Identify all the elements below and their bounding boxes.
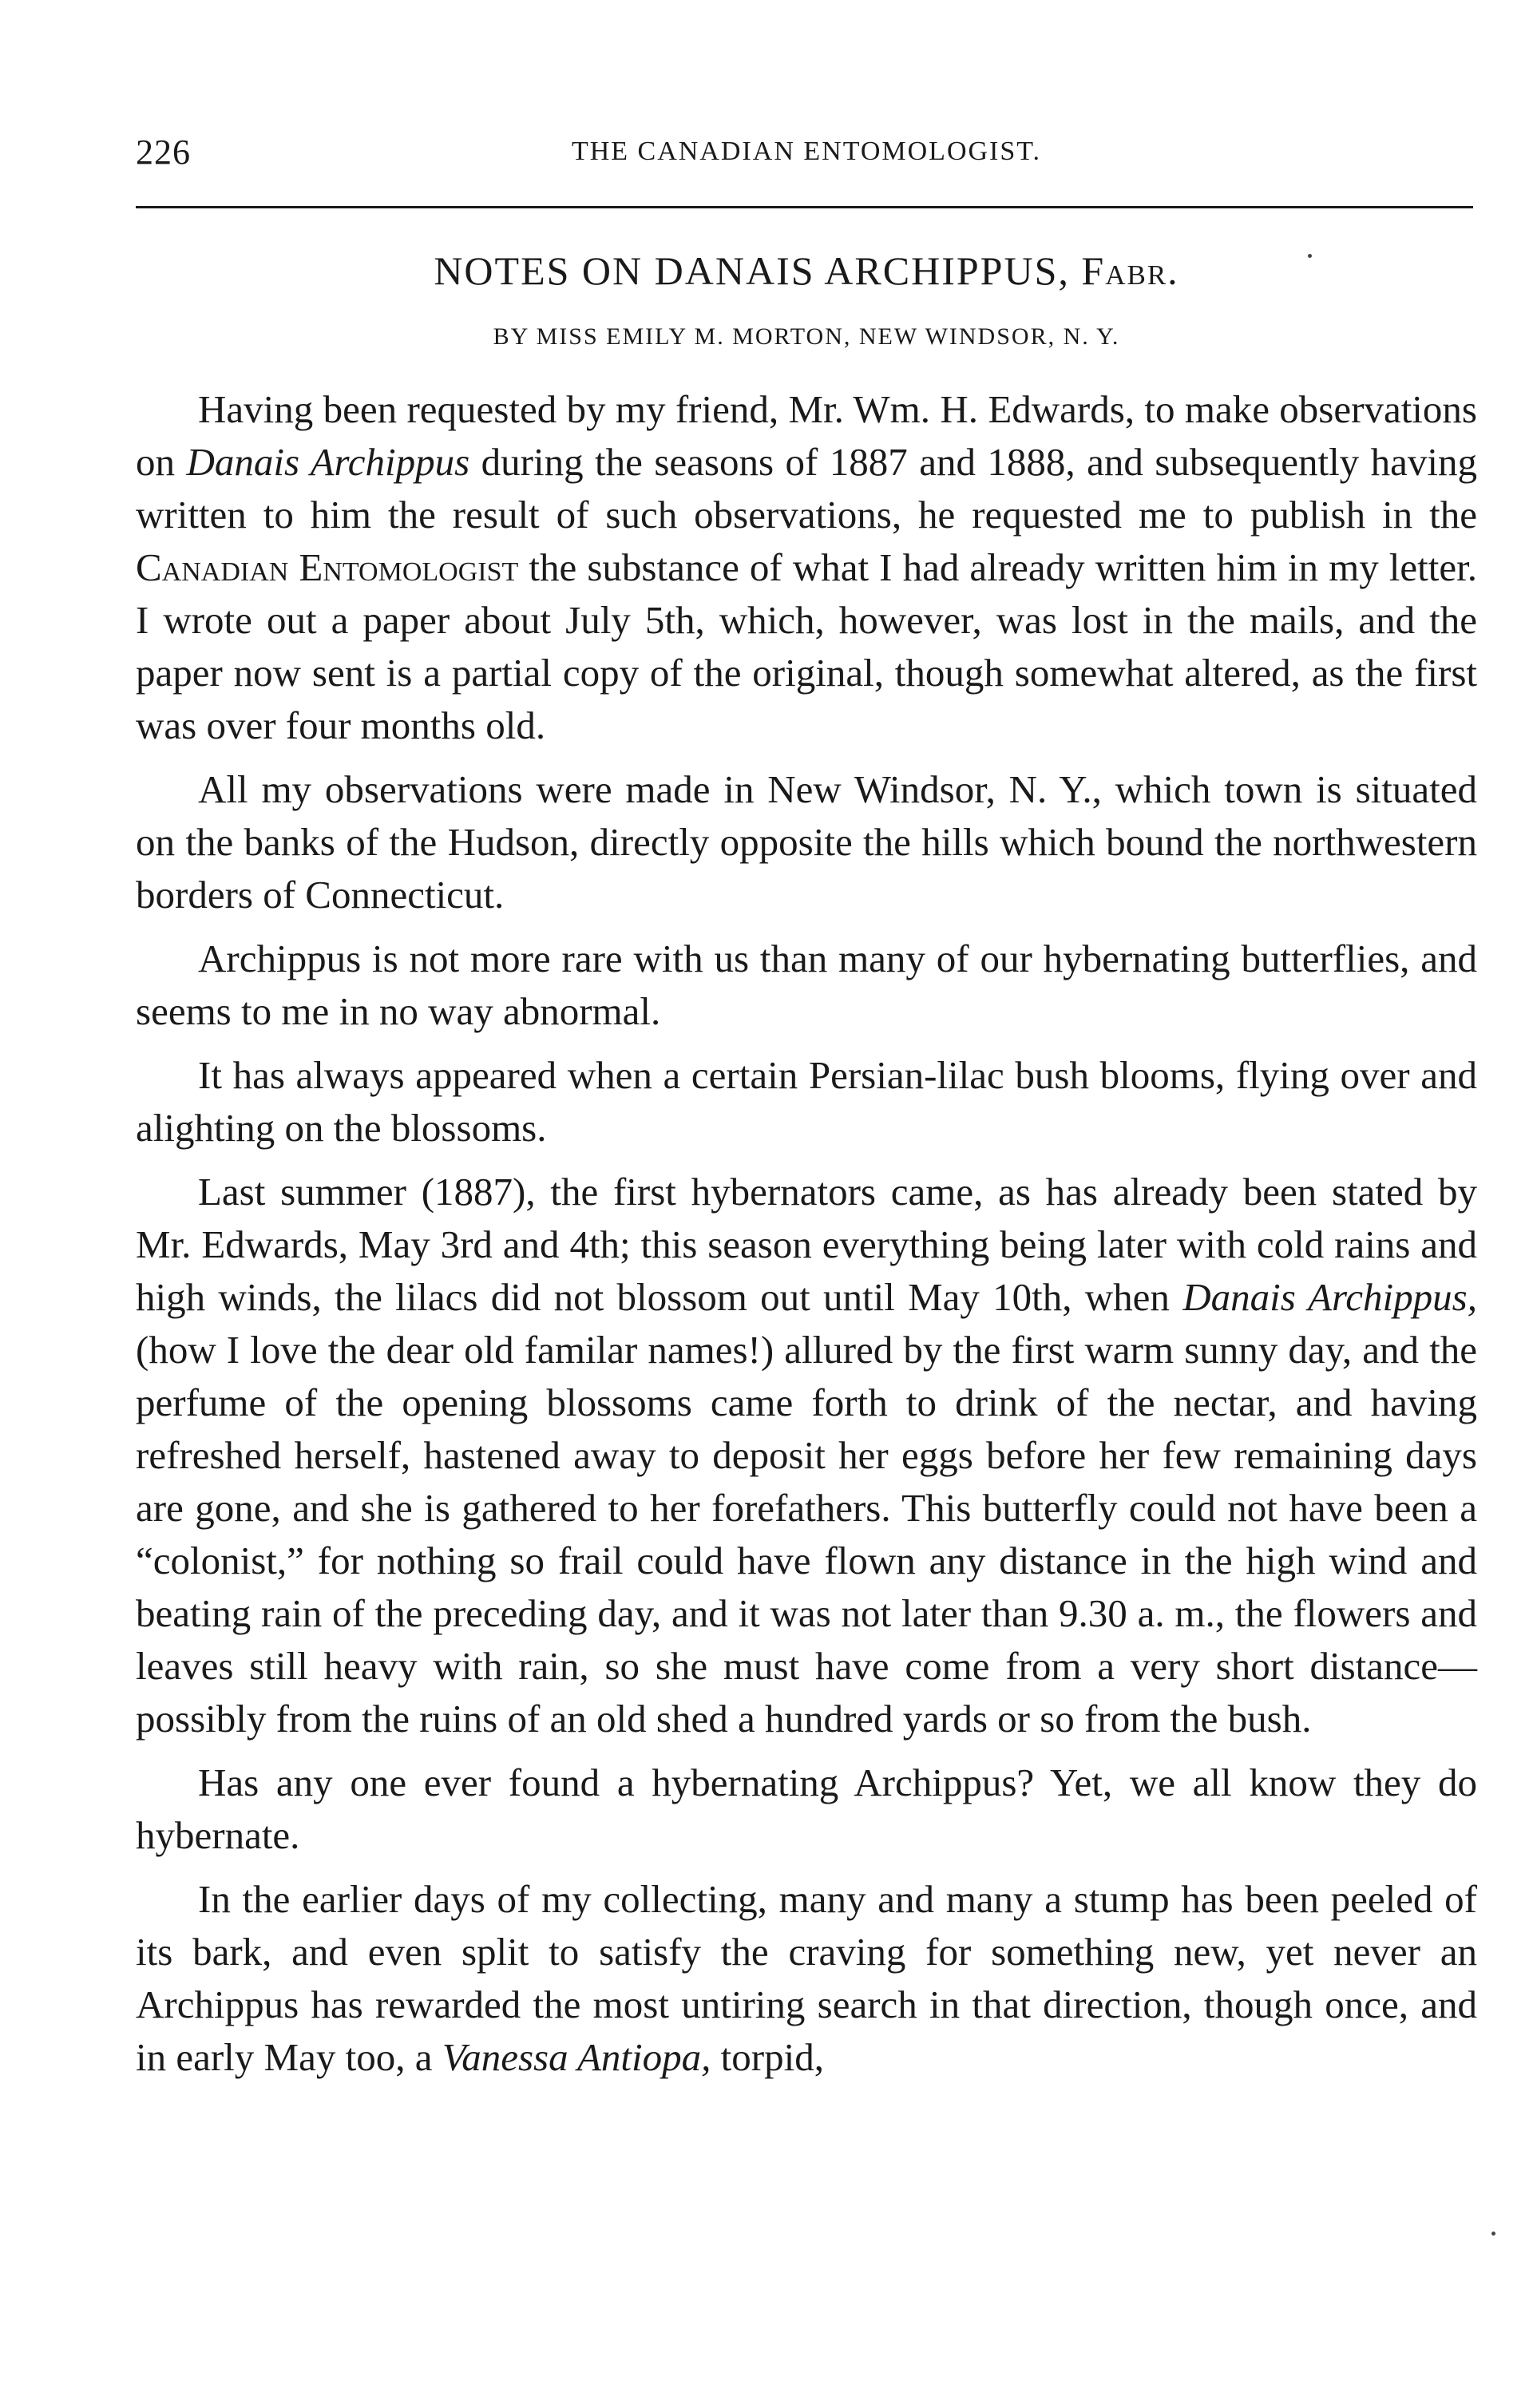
- paragraph-1-text-c: the substance of what I had already written him in my letter. I wrote out a paper about July 5th, which, however, was lost in the mails, and the paper now sent is a partial copy of the original, though somewhat altered, as the first was over four months old.: [136, 545, 1477, 747]
- paragraph-4: It has always appeared when a certain Persian-lilac bush blooms, flying over and alighting on the blossoms.: [136, 1053, 1477, 1150]
- paragraph-3: Archippus is not more rare with us than many of our hybernating butterflies, and seems to me in no way abnormal.: [136, 937, 1477, 1033]
- paragraph-5: [136, 1166, 1477, 1745]
- paragraph-7-text-b: torpid,: [711, 2035, 824, 2079]
- paragraph-6: Has any one ever found a hybernating Archippus? Yet, we all know they do hybernate.: [136, 1760, 1477, 1857]
- paragraph-5-italic: Danais Archippus,: [1182, 1275, 1477, 1319]
- paragraph-7-text-a: In the earlier days of my collecting, many and many a stump has been peeled of its bark, and even split to satisfy the craving for something new, yet never an Archippus has rewarded the most untiring search in that direction, though once, and in early May too, a: [136, 1877, 1477, 2079]
- article-byline: BY MISS EMILY M. MORTON, NEW WINDSOR, N. Y.: [493, 323, 1120, 350]
- page-header: [136, 132, 1477, 180]
- scan-speck: [1308, 254, 1312, 258]
- scan-speck: [1491, 2232, 1495, 2236]
- article-body: [136, 383, 1477, 2095]
- paragraph-7-italic: Vanessa Antiopa,: [442, 2035, 711, 2079]
- running-head: THE CANADIAN ENTOMOLOGIST.: [571, 137, 1042, 166]
- paragraph-7: [136, 1873, 1477, 2084]
- article-title-main: NOTES ON DANAIS ARCHIPPUS,: [434, 248, 1070, 293]
- paragraph-5-text-b: (how I love the dear old familar names!) allured by the first warm sunny day, and the perfume of the opening blossoms came forth to drink of the nectar, and having refreshed herself, hastened away to deposit her eggs before her few remaining days are gone, and she is gathered to her forefathers. This butterfly could not have been a “colonist,” for nothing so frail could have flown any distance in the high wind and beating rain of the preceding day, and it was not later than 9.30 a. m., the flowers and leaves still heavy with rain, so she must have come from a very short distance—possibly from the ruins of an old shed a hundred yards or so from the bush.: [136, 1328, 1477, 1741]
- paragraph-1-text-a: Having been requested by my friend, Mr. Wm. H. Edwards, to make observations on: [136, 387, 1477, 484]
- paragraph-1: [136, 383, 1477, 752]
- header-rule: [136, 206, 1473, 208]
- paragraph-1-text-b: during the seasons of 1887 and 1888, and subsequently having written to him the result of such observations, he requested me to publish in the: [136, 440, 1477, 537]
- page-number: 226: [136, 133, 191, 172]
- article-title: [136, 248, 1477, 294]
- paragraph-5-text-a: Last summer (1887), the first hybernators came, as has already been stated by Mr. Edwards, May 3rd and 4th; this season everything being later with cold rains and high winds, the lilacs did not blossom out until May 10th, when: [136, 1170, 1477, 1319]
- paragraph-1-italic: Danais Archippus: [186, 440, 470, 484]
- paragraph-1-journal-name: Canadian Entomologist: [136, 545, 519, 589]
- article-title-author-abbr: Fabr.: [1081, 248, 1179, 293]
- paragraph-2: All my observations were made in New Windsor, N. Y., which town is situated on the banks of the Hudson, directly opposite the hills which bound the northwestern borders of Connecticut.: [136, 767, 1477, 917]
